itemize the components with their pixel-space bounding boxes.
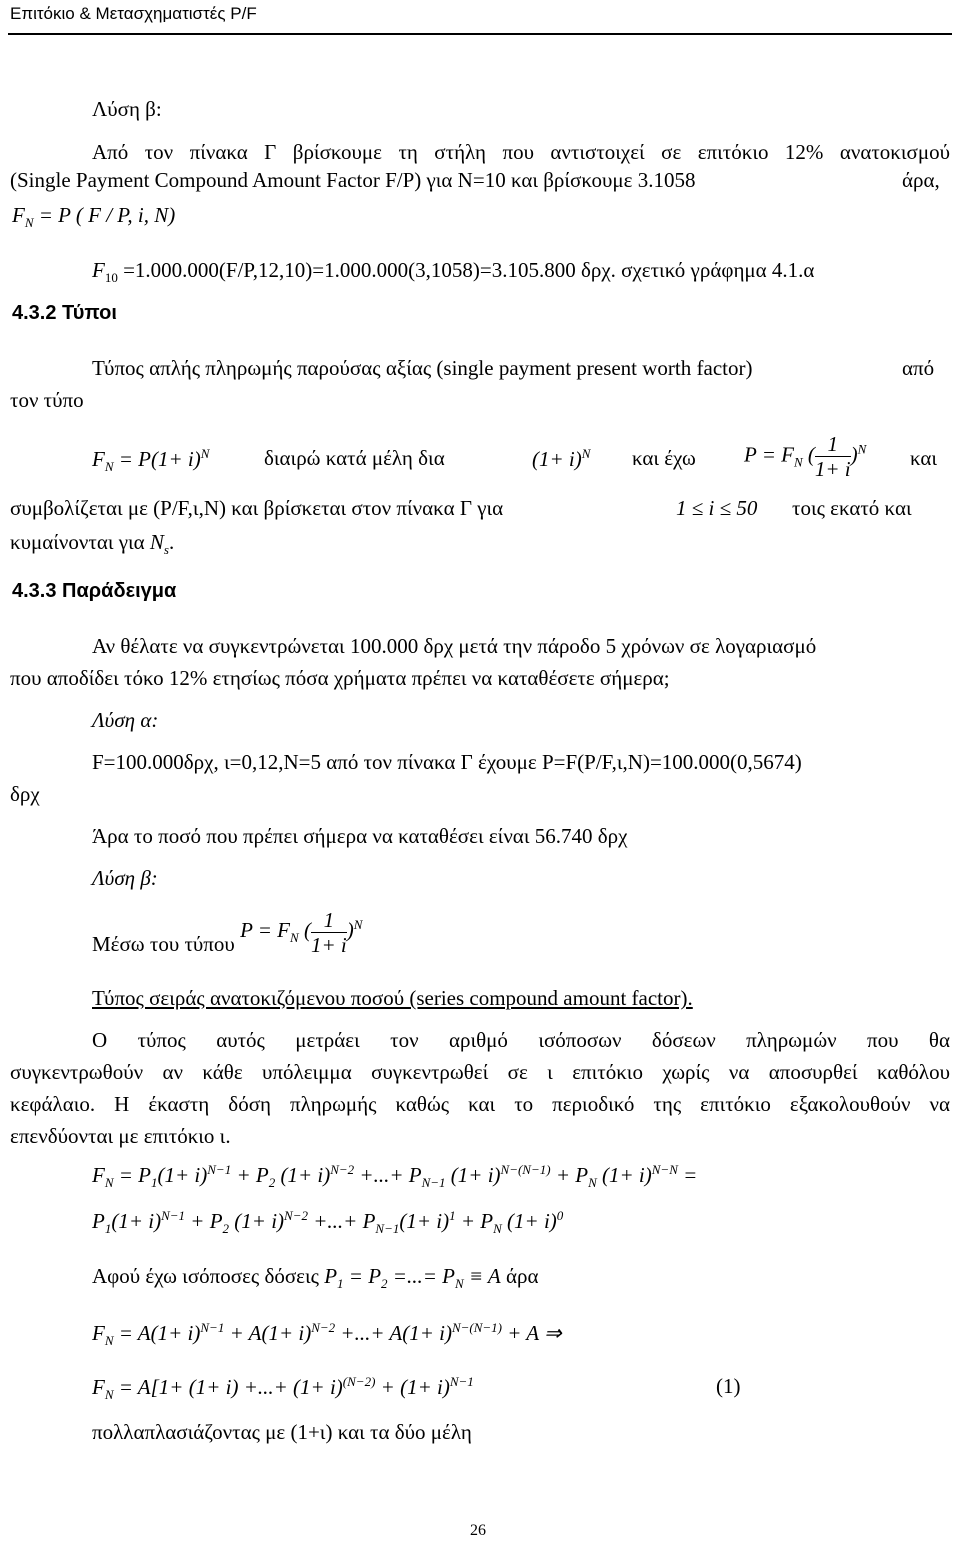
eq-series-3: $F_N = A(1+ i)^{N-1} + A(1+ i)^{N-2}$ +...+ $A(1+ i)^{N-(N-1)} + A$ ⇒: [92, 1320, 562, 1349]
p2-line4a: συμβολίζεται με (P/F,ι,Ν) και βρίσκεται στον πίνακα Γ για: [10, 496, 504, 520]
solution-b-label: Λύση β:: [92, 97, 162, 121]
p4-line4: επενδύονται με επιτόκιο ι.: [10, 1124, 231, 1148]
p2-equation-row: [92, 428, 950, 488]
p3-solution-b: Λύση β:: [92, 866, 158, 890]
eq-text-3: και: [910, 446, 938, 470]
p2-line5: κυμαίνονται για $N_s$.: [10, 530, 175, 558]
p3-solution-a: Λύση α:: [92, 708, 159, 732]
calc-sub: 10: [104, 270, 118, 286]
p1-line2-end: άρα,: [902, 168, 940, 192]
p2-range: 1 ≤ i ≤ 50: [676, 496, 758, 520]
p3-line6-row: Μέσω του τύπου $P = F_N$ ( $\frac{1}{1+ i}$ )$^N$: [92, 908, 363, 957]
p3-formula: $P = F_N$ ( $\frac{1}{1+ i}$ )$^N$: [240, 908, 363, 957]
section-4-3-3-heading: 4.3.3 Παράδειγμα: [12, 580, 177, 602]
page-header: Επιτόκιο & Μετασχηματιστές P/F: [10, 4, 257, 23]
p3-line4: δρχ: [10, 782, 40, 806]
section-4-3-2-heading: 4.3.2 Τύποι: [12, 302, 117, 324]
eq-p-fn: $P = F_N$ ( $\frac{1}{1+ i}$ )$^N$: [744, 432, 867, 481]
p1-formula: $F_N = P$ ( F / P, i, N): [12, 203, 176, 231]
eq-series-1: $F_N = P_1(1+ i)^{N-1} + P_2$ $(1+ i)^{N-2}$ +...+ $P_{N-1}$ $(1+ i)^{N-(N-1)} + P_N$ $(1+ i)^{N-N}$ =: [92, 1162, 698, 1191]
eq-series-2: $P_1(1+ i)^{N-1} + P_2$ $(1+ i)^{N-2}$ +...+ $P_{N-1}(1+ i)^1 + P_N$ $(1+ i)^0$: [92, 1208, 564, 1237]
calc-f: F: [92, 258, 105, 282]
p4-line3: κεφάλαιο. Η έκαστη δόση πληρωμής καθώς και το περιοδικό της επιτόκιο εξακολουθούν να: [10, 1092, 950, 1116]
p3-line3: F=100.000δρχ, ι=0,12,Ν=5 από τον πίνακα Γ έχουμε P=F(P/F,ι,N)=100.000(0,5674): [92, 750, 802, 774]
eq-div: $(1+ i)^N$: [532, 446, 591, 471]
p4-underline-title: Τύπος σειράς ανατοκιζόμενου ποσού (series compound amount factor).: [92, 986, 693, 1010]
eq-text-2: και έχω: [632, 446, 696, 470]
eq-fn-p: $F_N = P(1+ i)^N$: [92, 446, 210, 475]
p1-line1: Από τον πίνακα Γ βρίσκουμε τη στήλη που αντιστοιχεί σε επιτόκιο 12% ανατοκισμού: [92, 140, 950, 164]
p3-line1: Αν θέλατε να συγκεντρώνεται 100.000 δρχ μετά την πάροδο 5 χρόνων σε λογαριασμό: [92, 634, 817, 658]
p2-line1a: Τύπος απλής πληρωμής παρούσας αξίας (single payment present worth factor): [92, 356, 753, 380]
p4-equal-row: Αφού έχω ισόποσες δόσεις $P_1 = P_2$ =...= $P_N \equiv A$ άρα: [92, 1264, 539, 1292]
eq-label-1: (1): [716, 1374, 741, 1398]
eq-series-4: $F_N = A[1+ (1+ i)$ +...+ $(1+ i)^{(N-2)} + (1+ i)^{N-1}$: [92, 1374, 474, 1403]
p2-line4b: τοις εκατό και: [792, 496, 912, 520]
p1-line2: (Single Payment Compound Amount Factor F/P) για Ν=10 και βρίσκουμε 3.1058: [10, 168, 696, 192]
p3-line5: Άρα το ποσό που πρέπει σήμερα να καταθέσει είναι 56.740 δρχ: [92, 824, 628, 848]
header-rule: [8, 33, 952, 35]
p4-line2: συγκεντρωθούν αν κάθε υπόλειμμα συγκεντρωθεί σε ι επιτόκιο χωρίς να αποσυρθεί καθόλου: [10, 1060, 950, 1084]
p2-line2: τον τύπο: [10, 388, 84, 412]
p2-line1b: από: [902, 356, 935, 380]
p3-line2: που αποδίδει τόκο 12% ετησίως πόσα χρήματα πρέπει να καταθέσετε σήμερα;: [10, 666, 670, 690]
p4-line1: Ο τύπος αυτός μετράει τον αριθμό ισόποσων δόσεων πληρωμών που θα: [92, 1028, 950, 1052]
eq-text-1: διαιρώ κατά μέλη δια: [264, 446, 445, 470]
p4-last-line: πολλαπλασιάζοντας με (1+ι) και τα δύο μέλη: [92, 1420, 472, 1444]
calc-line: [92, 258, 814, 286]
calc-text: =1.000.000(F/P,12,10)=1.000.000(3,1058)=3.105.800 δρχ. σχετικό γράφημα 4.1.α: [123, 258, 815, 282]
page-number: 26: [470, 1522, 486, 1539]
